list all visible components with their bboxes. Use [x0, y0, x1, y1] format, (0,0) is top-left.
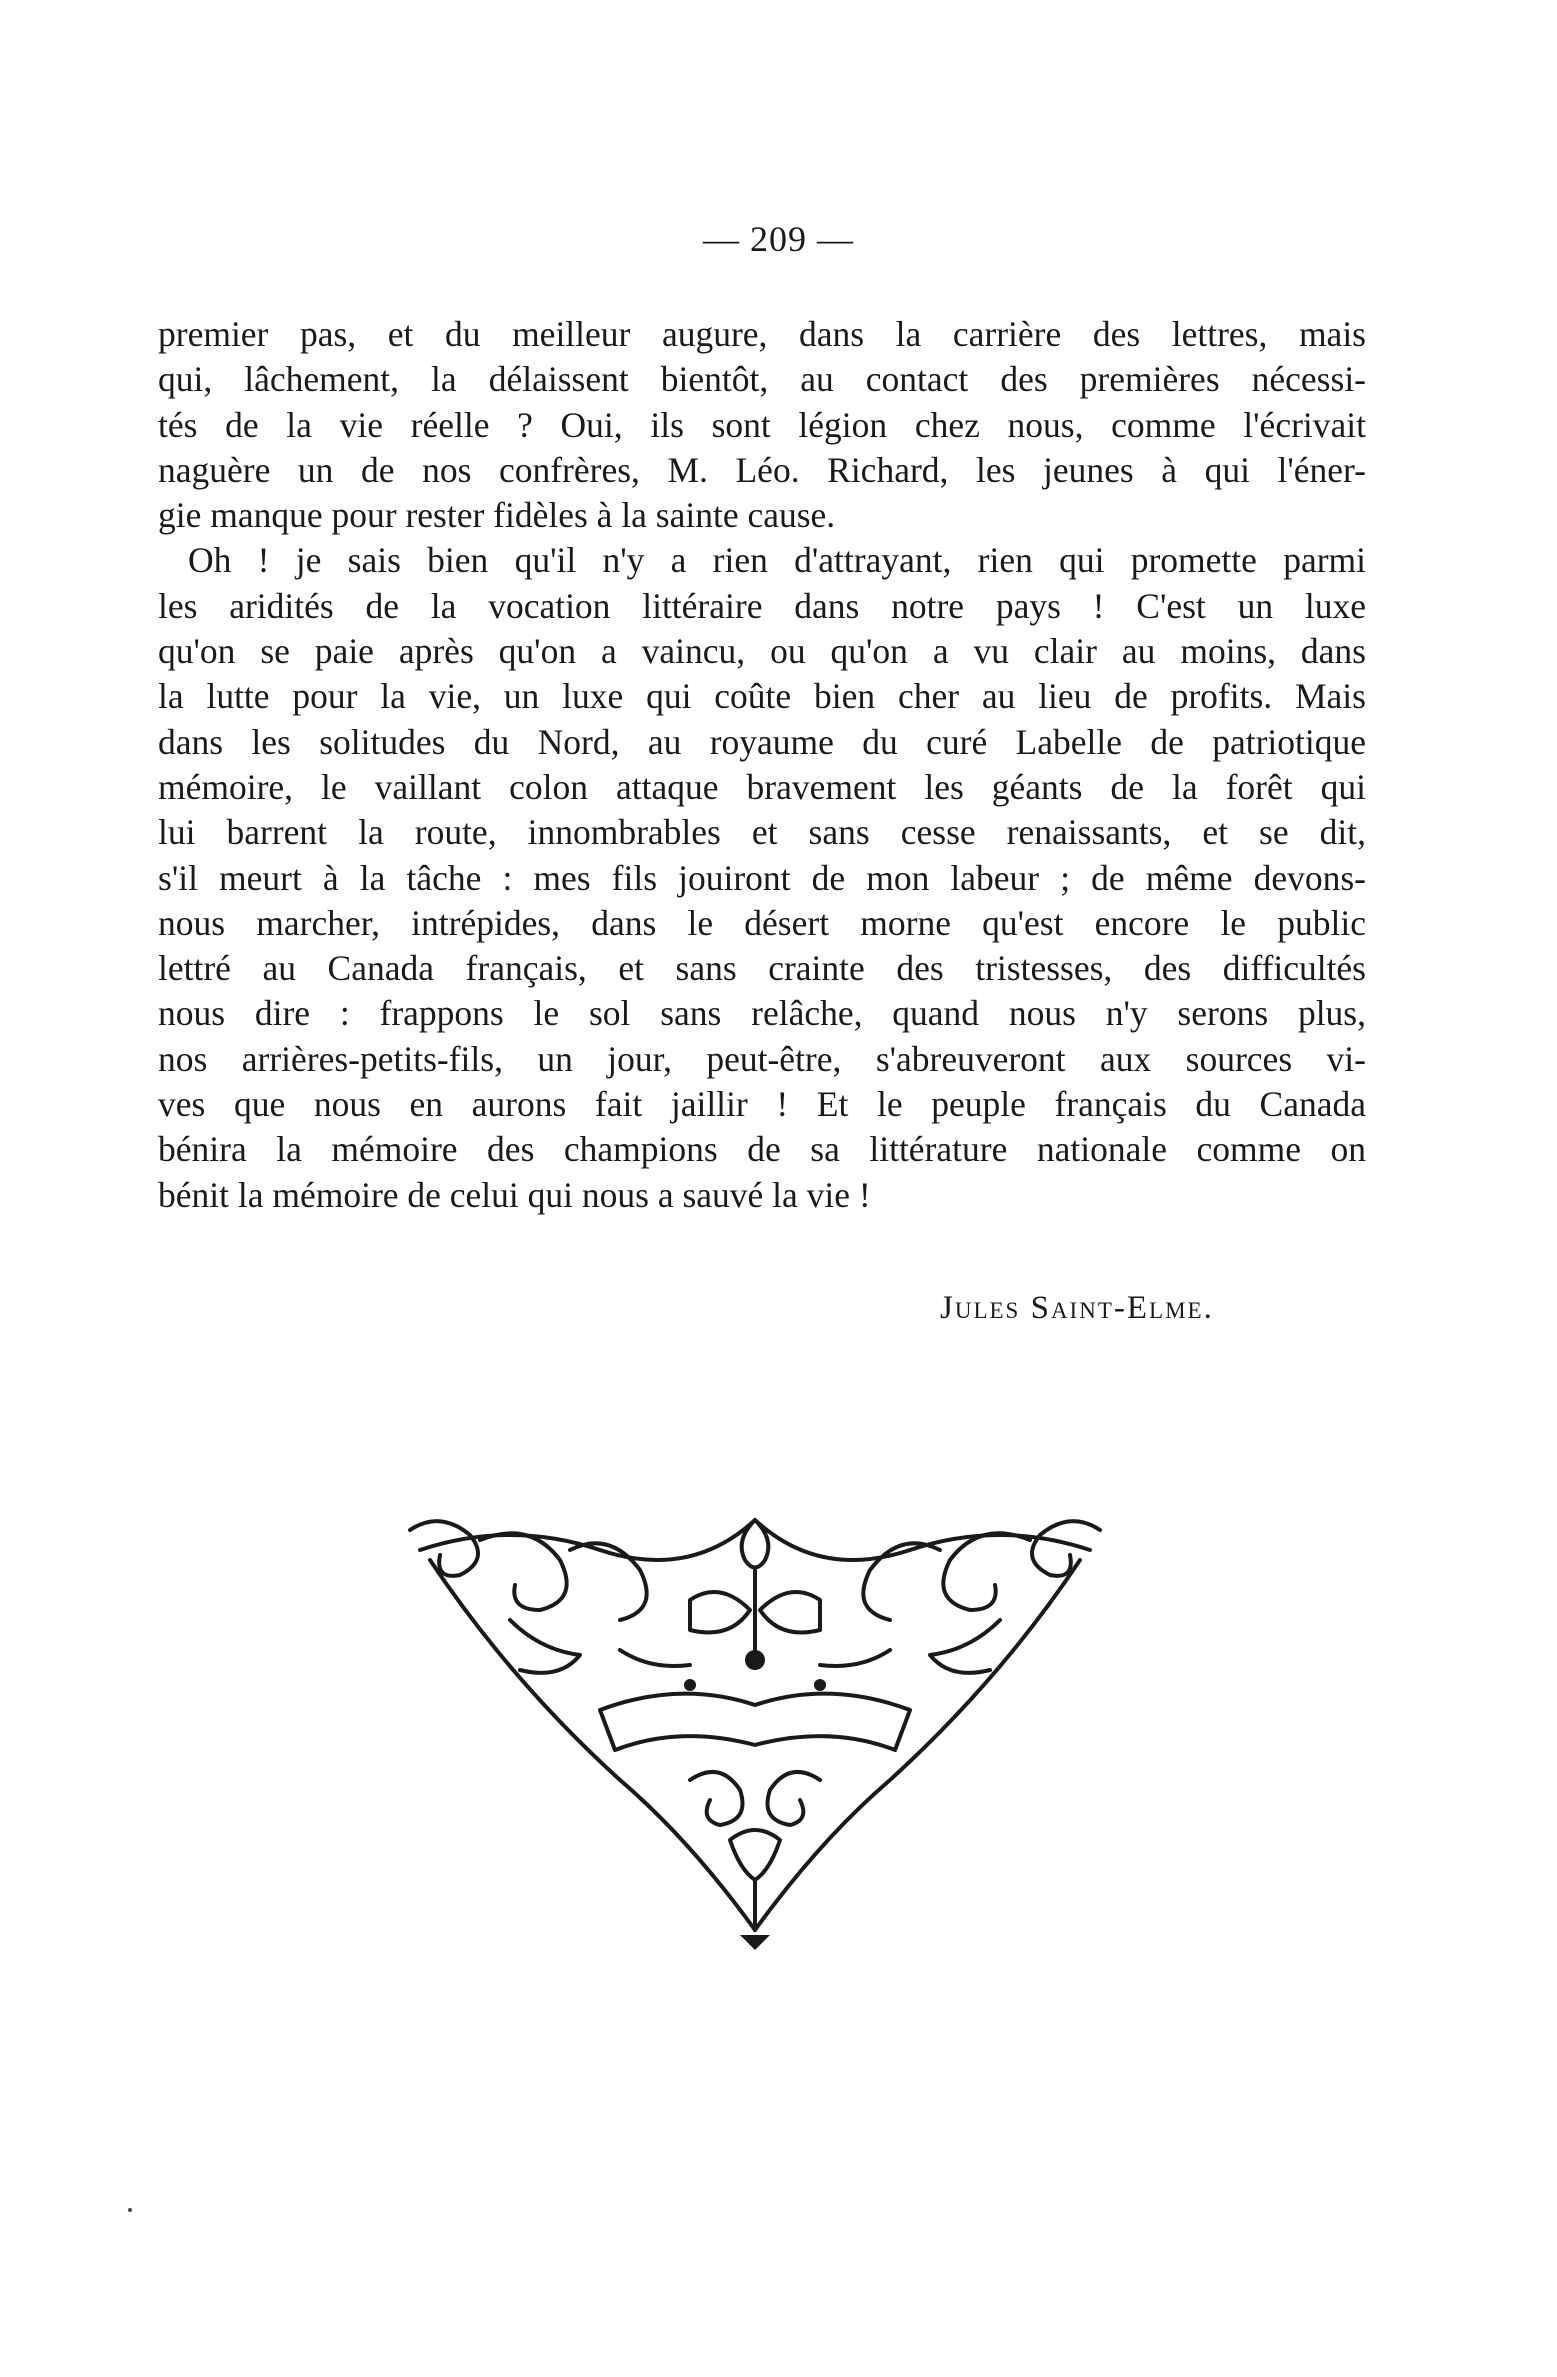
text-line: qui, lâchement, la délaissent bientôt, au contact des premières nécessi-	[158, 359, 1366, 400]
text-line: bénira la mémoire des champions de sa littérature nationale comme on	[158, 1129, 1366, 1170]
text-line: nos arrières-petits-fils, un jour, peut-être, s'abreuveront aux sources vi-	[158, 1038, 1366, 1079]
text-line: nous dire : frappons le sol sans relâche, quand nous n'y serons plus,	[158, 993, 1366, 1034]
stray-ink-dot	[128, 2208, 132, 2212]
text-line: lui barrent la route, innombrables et sans cesse renaissants, et se dit,	[158, 812, 1366, 853]
text-line: naguère un de nos confrères, M. Léo. Richard, les jeunes à qui l'éner-	[158, 449, 1366, 490]
signature: Jules Saint-Elme.	[940, 1290, 1214, 1326]
text-line: ves que nous en aurons fait jaillir ! Et le peuple français du Canada	[158, 1084, 1366, 1125]
text-line: premier pas, et du meilleur augure, dans la carrière des lettres, mais	[158, 314, 1366, 354]
decorative-cul-de-lampe-ornament	[390, 1480, 1120, 1950]
text-line: la lutte pour la vie, un luxe qui coûte bien cher au lieu de profits. Mais	[158, 676, 1366, 717]
text-line: dans les solitudes du Nord, au royaume du curé Labelle de patriotique	[158, 721, 1366, 762]
text-line: bénit la mémoire de celui qui nous a sauvé la vie !	[158, 1174, 871, 1215]
text-line: mémoire, le vaillant colon attaque bravement les géants de la forêt qui	[158, 766, 1366, 807]
body-text	[158, 312, 1366, 1218]
text-line: gie manque pour rester fidèles à la sainte cause.	[158, 495, 836, 536]
page-number: — 209 —	[703, 219, 854, 259]
text-line: les aridités de la vocation littéraire dans notre pays ! C'est un luxe	[158, 585, 1366, 626]
text-line: s'il meurt à la tâche : mes fils jouiront de mon labeur ; de même devons-	[158, 857, 1366, 898]
text-line: qu'on se paie après qu'on a vaincu, ou qu'on a vu clair au moins, dans	[158, 631, 1366, 672]
text-line: tés de la vie réelle ? Oui, ils sont légion chez nous, comme l'écrivait	[158, 404, 1366, 445]
text-line: lettré au Canada français, et sans crainte des tristesses, des difficultés	[158, 948, 1366, 989]
text-line: nous marcher, intrépides, dans le désert morne qu'est encore le public	[158, 902, 1366, 943]
text-line: Oh ! je sais bien qu'il n'y a rien d'attrayant, rien qui promette parmi	[188, 540, 1366, 581]
